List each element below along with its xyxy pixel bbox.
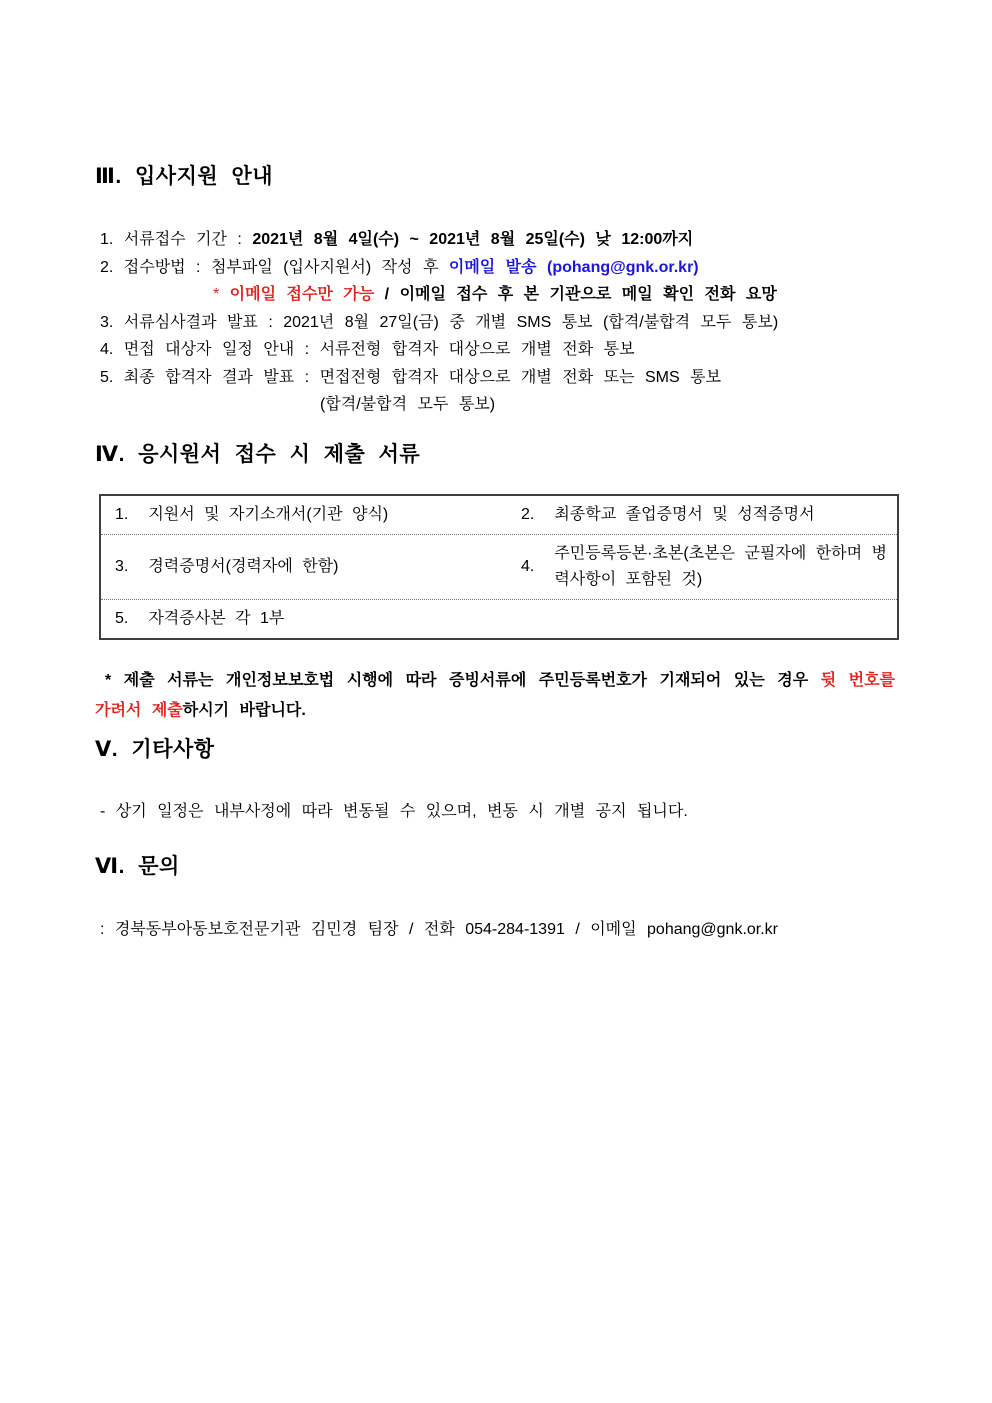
table-cell <box>507 535 897 599</box>
privacy-note <box>95 666 895 725</box>
section-3-list <box>100 226 778 419</box>
cell-text: 지원서 및 자기소개서(기관 양식) <box>148 506 389 523</box>
list-item-final-result <box>100 364 778 392</box>
cell-text: 경력증명서(경력자에 한함) <box>148 558 339 575</box>
cell-text: 최종학교 졸업증명서 및 성적증명서 <box>554 506 815 523</box>
text-segment: 3. 서류심사결과 발표 : 2021년 8월 27일(금) 중 개별 SMS 통보 (합격/불합격 모두 통보) <box>100 313 779 331</box>
list-item-screening-result <box>100 309 778 337</box>
list-item-interview-schedule <box>100 336 778 364</box>
text-segment: (합격/불합격 모두 통보) <box>320 396 496 413</box>
text-segment: 5. 최종 합격자 결과 발표 : 면접전형 합격자 대상으로 개별 전화 또는 SMS 통보 <box>100 368 722 386</box>
table-cell <box>101 535 507 599</box>
cell-text: 자격증사본 각 1부 <box>148 610 285 627</box>
text-segment: (pohang@gnk.or.kr) <box>547 258 699 276</box>
list-item-apply-method <box>100 254 778 282</box>
cell-number: 5. <box>115 610 129 627</box>
text-segment: 4. 면접 대상자 일정 안내 : 서류전형 합격자 대상으로 개별 전화 통보 <box>100 341 635 358</box>
submit-documents-table <box>99 494 899 640</box>
table-row <box>101 534 897 599</box>
cell-number: 2. <box>521 506 535 523</box>
text-segment: 뒷 번호를 가려서 제출 <box>95 672 896 719</box>
text-segment: 2. 접수방법 : 첨부파일 (입사지원서) 작성 후 <box>100 258 449 276</box>
section-5-title: Ⅴ. 기타사항 <box>95 738 215 761</box>
table-row <box>101 599 897 638</box>
text-segment: 1. 서류접수 기간 : <box>100 231 253 248</box>
cell-text: 주민등록등본·초본(초본은 군필자에 한하며 병력사항이 포함된 것) <box>554 545 888 588</box>
text-segment: * 제출 서류는 개인정보보호법 시행에 따라 증빙서류에 주민등록번호가 기재되어 있는 경우 <box>105 672 821 689</box>
list-note-email-only <box>100 281 778 309</box>
text-segment: 이메일 발송 <box>448 258 548 276</box>
text-segment: 이메일 접수 후 본 기관으로 메일 확인 전화 요망 <box>399 286 777 303</box>
text-segment: / <box>374 286 400 303</box>
table-cell <box>507 496 897 534</box>
section-5-item: - 상기 일정은 내부사정에 따라 변동될 수 있으며, 변동 시 개별 공지 됩니다. <box>100 803 688 820</box>
cell-number: 3. <box>115 558 129 575</box>
cell-number: 1. <box>115 506 129 523</box>
text-segment: * <box>213 286 230 303</box>
table-cell <box>101 600 897 638</box>
section-6-contact: : 경북동부아동보호전문기관 김민경 팀장 / 전화 054-284-1391 / 이메일 pohang@gnk.or.kr <box>100 921 779 938</box>
text-segment: 하시기 바랍니다. <box>182 701 306 719</box>
text-segment: 이메일 접수만 가능 <box>229 286 375 303</box>
list-item-receipt-period <box>100 226 778 254</box>
cell-number: 4. <box>521 558 535 575</box>
table-row <box>101 496 897 534</box>
section-3-title: Ⅲ. 입사지원 안내 <box>95 165 274 188</box>
list-item-final-result-continuation <box>100 391 778 419</box>
section-4-title: Ⅳ. 응시원서 접수 시 제출 서류 <box>95 443 421 466</box>
table-cell <box>101 496 507 534</box>
text-segment: 2021년 8월 4일(수) ~ 2021년 8월 25일(수) 낮 12:00까지 <box>252 231 694 248</box>
section-6-title: Ⅵ. 문의 <box>95 855 180 878</box>
